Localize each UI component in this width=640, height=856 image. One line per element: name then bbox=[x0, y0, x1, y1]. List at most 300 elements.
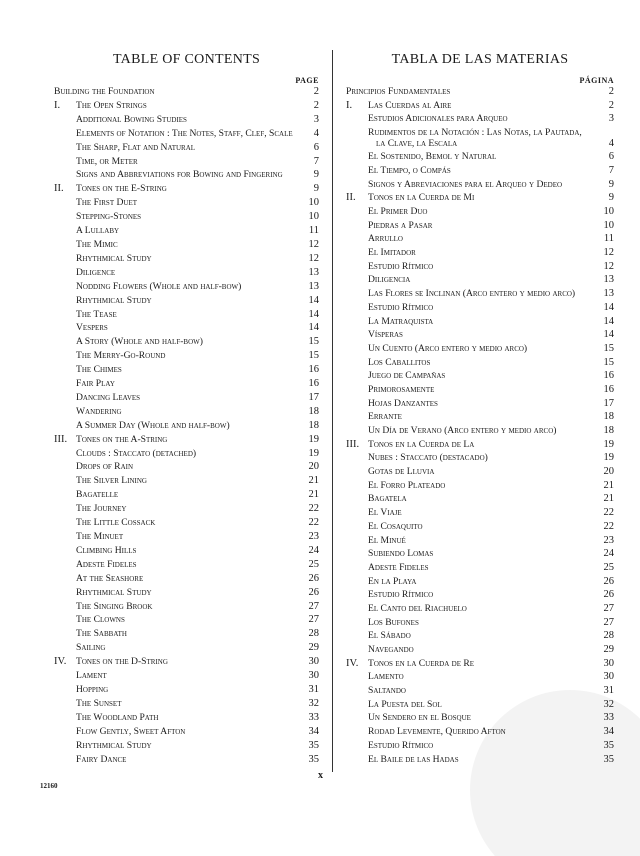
toc-entry bbox=[346, 317, 614, 328]
entry-title: The Journey bbox=[76, 503, 127, 515]
entry-title: Errante bbox=[368, 411, 402, 423]
toc-entry bbox=[346, 193, 614, 204]
toc-entry bbox=[54, 351, 319, 362]
entry-page: 10 bbox=[308, 197, 319, 209]
toc-entry bbox=[346, 128, 614, 149]
toc-entry bbox=[346, 275, 614, 286]
entry-title: Subiendo Lomas bbox=[368, 548, 434, 560]
entry-title: Diligence bbox=[76, 266, 116, 278]
toc-entry bbox=[346, 618, 614, 629]
entry-page: 3 bbox=[313, 113, 319, 125]
entry-page: 12 bbox=[308, 238, 319, 250]
entry-page: 2 bbox=[313, 86, 319, 97]
toc-entry bbox=[346, 248, 614, 259]
entry-title: Drops of Rain bbox=[76, 461, 134, 473]
toc-entry bbox=[346, 221, 614, 232]
entry-page: 3 bbox=[608, 113, 614, 125]
toc-entry bbox=[346, 207, 614, 218]
entry-page: 26 bbox=[308, 572, 319, 584]
entry-page: 23 bbox=[308, 531, 319, 542]
toc-entry bbox=[54, 602, 319, 613]
toc-entry bbox=[346, 645, 614, 656]
toc-entry bbox=[54, 365, 319, 376]
toc-entry bbox=[346, 672, 614, 683]
entry-page: 18 bbox=[603, 425, 614, 436]
toc-entry bbox=[54, 282, 319, 293]
entry-page: 25 bbox=[603, 561, 614, 573]
entry-page: 24 bbox=[603, 548, 614, 560]
entry-page: 28 bbox=[603, 630, 614, 642]
toc-entry bbox=[54, 379, 319, 390]
toc-entry bbox=[346, 494, 614, 505]
toc-entry bbox=[346, 344, 614, 355]
entry-title: Fair Play bbox=[76, 378, 115, 390]
entry-title: A Summer Day (Whole and half-bow) bbox=[76, 419, 230, 431]
toc-entry bbox=[346, 755, 614, 766]
spanish-column bbox=[346, 52, 614, 765]
entry-page: 15 bbox=[603, 342, 614, 354]
entry-title: El Tiempo, o Compás bbox=[368, 164, 451, 176]
toc-entry bbox=[346, 440, 614, 451]
toc-entry bbox=[54, 615, 319, 626]
entry-page: 13 bbox=[603, 288, 614, 300]
toc-entry bbox=[346, 412, 614, 423]
toc-entry bbox=[346, 101, 614, 112]
entry-page: 26 bbox=[603, 589, 614, 601]
entry-title: Nodding Flowers (Whole and half-bow) bbox=[76, 280, 242, 292]
entry-page: 28 bbox=[308, 628, 319, 640]
toc-entry bbox=[54, 226, 319, 237]
entry-title: Los Caballitos bbox=[368, 356, 431, 368]
entry-title: The Chimes bbox=[76, 364, 122, 376]
toc-entry bbox=[346, 590, 614, 601]
entry-title: Rodad Levemente, Querido Afton bbox=[368, 726, 506, 738]
entry-page: 7 bbox=[608, 164, 614, 176]
toc-entry bbox=[54, 532, 319, 543]
entry-page: 33 bbox=[308, 711, 319, 723]
entry-title: Building the Foundation bbox=[54, 86, 155, 97]
entry-page: 20 bbox=[603, 466, 614, 478]
entry-title: Climbing Hills bbox=[76, 544, 137, 556]
toc-entry bbox=[346, 631, 614, 642]
toc-entry bbox=[346, 358, 614, 369]
toc-entry bbox=[54, 240, 319, 251]
page-column-label-spanish: PÁGINA bbox=[579, 76, 614, 85]
toc-entry bbox=[54, 407, 319, 418]
toc-entry bbox=[54, 476, 319, 487]
entry-title: Hojas Danzantes bbox=[368, 397, 438, 409]
entry-title: La Puesta del Sol bbox=[368, 698, 442, 710]
entry-page: 10 bbox=[603, 219, 614, 231]
entry-page: 19 bbox=[603, 438, 614, 450]
toc-entry bbox=[54, 198, 319, 209]
entry-page: 2 bbox=[313, 99, 319, 111]
entry-page: 27 bbox=[603, 616, 614, 628]
entry-title: Juego de Campañas bbox=[368, 370, 446, 382]
entry-page: 21 bbox=[308, 489, 319, 501]
entry-number: IV. bbox=[54, 656, 67, 668]
entry-title: Tonos en la Cuerda de La bbox=[368, 438, 475, 450]
entry-page: 22 bbox=[308, 517, 319, 529]
toc-entry bbox=[54, 296, 319, 307]
toc-entry bbox=[54, 129, 319, 140]
toc-list bbox=[54, 87, 319, 765]
toc-entry bbox=[54, 629, 319, 640]
toc-entry bbox=[54, 254, 319, 265]
entry-title: El Minué bbox=[368, 534, 406, 546]
entry-page: 10 bbox=[308, 211, 319, 223]
toc-entry bbox=[54, 741, 319, 752]
entry-title: Lamento bbox=[368, 671, 404, 683]
toc-entry bbox=[54, 685, 319, 696]
entry-title: The Merry-Go-Round bbox=[76, 350, 166, 362]
toc-entry bbox=[346, 289, 614, 300]
entry-page: 18 bbox=[308, 405, 319, 417]
entry-title: Bagatelle bbox=[76, 489, 119, 501]
entry-page: 33 bbox=[603, 712, 614, 724]
entry-title: Diligencia bbox=[368, 274, 411, 286]
entry-title: Signs and Abbreviations for Bowing and Fingering bbox=[76, 169, 283, 181]
toc-entry bbox=[346, 114, 614, 125]
entry-page: 12 bbox=[603, 260, 614, 272]
entry-title: Elements of Notation : The Notes, Staff, Clef, Scale bbox=[76, 127, 293, 139]
toc-entry bbox=[54, 101, 319, 112]
entry-number: IV. bbox=[346, 657, 359, 669]
entry-title: El Primer Duo bbox=[368, 206, 428, 217]
toc-entry bbox=[346, 303, 614, 314]
entry-page: 9 bbox=[608, 192, 614, 204]
entry-page: 35 bbox=[308, 739, 319, 751]
entry-page: 6 bbox=[313, 141, 319, 153]
entry-title: Navegando bbox=[368, 644, 414, 655]
entry-title: Principios Fundamentales bbox=[346, 86, 451, 97]
entry-title: Rhythmical Study bbox=[76, 252, 152, 264]
toc-entry bbox=[54, 157, 319, 168]
toc-entry bbox=[346, 87, 614, 98]
entry-page: 9 bbox=[608, 178, 614, 190]
toc-entry bbox=[346, 385, 614, 396]
entry-title: El Viaje bbox=[368, 507, 402, 519]
entry-title: Sailing bbox=[76, 642, 106, 654]
toc-entry bbox=[54, 170, 319, 181]
entry-title: The Clowns bbox=[76, 614, 125, 626]
toc-entry bbox=[54, 671, 319, 682]
entry-page: 35 bbox=[603, 753, 614, 765]
entry-page: 27 bbox=[308, 614, 319, 626]
entry-page: 16 bbox=[308, 378, 319, 390]
entry-page: 27 bbox=[603, 602, 614, 614]
entry-page: 14 bbox=[603, 329, 614, 341]
toc-entry bbox=[346, 659, 614, 670]
toc-entry bbox=[346, 467, 614, 478]
toc-entry bbox=[346, 426, 614, 437]
entry-page: 30 bbox=[308, 670, 319, 682]
entry-title: Un Cuento (Arco entero y medio arco) bbox=[368, 342, 528, 354]
toc-entry bbox=[54, 310, 319, 321]
entry-page: 32 bbox=[308, 697, 319, 709]
entry-title: The Sharp, Flat and Natural bbox=[76, 141, 196, 153]
toc-entry bbox=[54, 518, 319, 529]
column-divider bbox=[332, 50, 333, 772]
entry-number: III. bbox=[346, 438, 360, 450]
entry-title: El Sábado bbox=[368, 630, 411, 642]
entry-title: Time, or Meter bbox=[76, 155, 138, 167]
entry-page: 30 bbox=[308, 656, 319, 668]
entry-page: 19 bbox=[308, 433, 319, 445]
toc-entry bbox=[346, 713, 614, 724]
entry-title: Un Día de Verano (Arco entero y medio arco) bbox=[368, 425, 557, 436]
entry-page: 23 bbox=[603, 534, 614, 546]
toc-title: TABLE OF CONTENTS bbox=[112, 52, 261, 67]
entry-title: Tonos en la Cuerda de Mi bbox=[368, 192, 475, 204]
entry-title: Bagatela bbox=[368, 493, 407, 505]
entry-title: Los Bufones bbox=[368, 616, 419, 628]
entry-page: 14 bbox=[603, 315, 614, 327]
toc-entry bbox=[54, 504, 319, 515]
toc-entry bbox=[346, 453, 614, 464]
entry-title: The Woodland Path bbox=[76, 711, 159, 723]
entry-page: 9 bbox=[313, 183, 319, 195]
entry-page: 22 bbox=[308, 503, 319, 515]
entry-title: Tonos en la Cuerda de Re bbox=[368, 657, 475, 669]
toc-entry bbox=[54, 560, 319, 571]
entry-title: El Sostenido, Bemol y Natural bbox=[368, 151, 497, 163]
entry-page: 14 bbox=[308, 294, 319, 306]
entry-number: I. bbox=[346, 99, 353, 111]
entry-title: En la Playa bbox=[368, 575, 417, 587]
entry-title: Estudio Rítmico bbox=[368, 589, 434, 601]
entry-page: 31 bbox=[308, 683, 319, 695]
entry-title: Las Flores se Inclinan (Arco entero y medio arco) bbox=[368, 288, 576, 300]
entry-title: Rhythmical Study bbox=[76, 739, 152, 751]
toc-entry bbox=[54, 490, 319, 501]
entry-page: 21 bbox=[603, 479, 614, 491]
toc-entry bbox=[346, 180, 614, 191]
english-column bbox=[54, 52, 319, 765]
toc-entry bbox=[54, 435, 319, 446]
entry-page: 13 bbox=[603, 274, 614, 286]
entry-page: 9 bbox=[313, 169, 319, 181]
toc-entry bbox=[54, 337, 319, 348]
toc-entry bbox=[346, 741, 614, 752]
entry-title: The Open Strings bbox=[76, 99, 147, 111]
toc-entry bbox=[54, 212, 319, 223]
toc-entry bbox=[346, 371, 614, 382]
entry-title: Estudios Adicionales para Arqueo bbox=[368, 113, 508, 125]
toc-list-spanish bbox=[346, 87, 614, 765]
toc-entry bbox=[346, 152, 614, 163]
entry-title: The Tease bbox=[76, 308, 117, 320]
entry-page: 14 bbox=[308, 308, 319, 320]
toc-entry bbox=[54, 657, 319, 668]
toc-entry bbox=[346, 549, 614, 560]
toc-entry bbox=[346, 577, 614, 588]
entry-title: Estudio Rítmico bbox=[368, 260, 434, 272]
entry-title: Vespers bbox=[76, 322, 108, 334]
entry-title: El Forro Plateado bbox=[368, 479, 446, 491]
entry-page: 11 bbox=[308, 225, 319, 237]
toc-entry bbox=[54, 546, 319, 557]
entry-page: 32 bbox=[603, 698, 614, 710]
entry-page: 25 bbox=[308, 558, 319, 570]
entry-page: 11 bbox=[603, 233, 614, 245]
entry-page: 29 bbox=[603, 644, 614, 655]
entry-title: Adeste Fideles bbox=[76, 558, 137, 570]
toc-entry bbox=[346, 686, 614, 697]
entry-page: 21 bbox=[308, 475, 319, 487]
toc-entry bbox=[54, 462, 319, 473]
toc-entry bbox=[346, 727, 614, 738]
entry-page: 16 bbox=[603, 383, 614, 395]
entry-page: 2 bbox=[608, 99, 614, 111]
entry-page: 17 bbox=[603, 397, 614, 409]
entry-page: 30 bbox=[603, 671, 614, 683]
entry-page: 26 bbox=[603, 575, 614, 587]
entry-title: El Imitador bbox=[368, 247, 416, 259]
toc-entry bbox=[346, 563, 614, 574]
entry-page: 6 bbox=[608, 151, 614, 163]
page-number: x bbox=[318, 770, 323, 781]
entry-page: 20 bbox=[308, 461, 319, 473]
entry-page: 15 bbox=[308, 350, 319, 362]
entry-title: Estudio Rítmico bbox=[368, 301, 434, 313]
toc-entry bbox=[54, 87, 319, 98]
entry-title: The Singing Brook bbox=[76, 600, 153, 612]
entry-page: 29 bbox=[308, 642, 319, 654]
entry-number: II. bbox=[54, 183, 64, 195]
entry-title: Stepping-Stones bbox=[76, 211, 142, 223]
entry-title: La Matraquista bbox=[368, 315, 434, 327]
entry-title: Signos y Abreviaciones para el Arqueo y Dedeo bbox=[368, 178, 563, 190]
toc-entry bbox=[346, 700, 614, 711]
toc-entry bbox=[346, 166, 614, 177]
entry-page: 2 bbox=[608, 86, 614, 97]
entry-title: The Mimic bbox=[76, 238, 118, 250]
entry-page: 12 bbox=[603, 247, 614, 259]
entry-page: 7 bbox=[313, 155, 319, 167]
toc-entry bbox=[346, 508, 614, 519]
entry-page: 15 bbox=[603, 356, 614, 368]
entry-title: El Cosaquito bbox=[368, 520, 423, 532]
entry-title: The Sunset bbox=[76, 697, 122, 709]
entry-title: Tones on the E-String bbox=[76, 183, 167, 195]
entry-title: Saltando bbox=[368, 685, 406, 697]
entry-title: Primorosamente bbox=[368, 383, 435, 395]
catalog-number: 12160 bbox=[40, 782, 58, 790]
toc-title-spanish: TABLA DE LAS MATERIAS bbox=[391, 52, 569, 67]
toc-entry bbox=[54, 574, 319, 585]
entry-page: 19 bbox=[603, 452, 614, 464]
entry-page: 4 bbox=[608, 137, 614, 149]
entry-title: Vísperas bbox=[368, 329, 403, 341]
entry-page: 17 bbox=[308, 391, 319, 403]
entry-page: 34 bbox=[308, 725, 319, 737]
toc-entry bbox=[54, 727, 319, 738]
entry-page: 14 bbox=[603, 301, 614, 313]
entry-page: 30 bbox=[603, 657, 614, 669]
entry-title: Nubes : Staccato (destacado) bbox=[368, 452, 488, 464]
entry-page: 35 bbox=[603, 739, 614, 751]
entry-title: Flow Gently, Sweet Afton bbox=[76, 725, 186, 737]
entry-title: Rhythmical Study bbox=[76, 586, 152, 598]
entry-page: 21 bbox=[603, 493, 614, 505]
toc-entry bbox=[346, 399, 614, 410]
toc-entry bbox=[54, 755, 319, 766]
entry-title: Clouds : Staccato (detached) bbox=[76, 447, 197, 459]
toc-entry bbox=[346, 234, 614, 245]
toc-entry bbox=[54, 699, 319, 710]
entry-title: Las Cuerdas al Aire bbox=[368, 99, 452, 111]
entry-number: III. bbox=[54, 433, 68, 445]
entry-page: 18 bbox=[308, 419, 319, 431]
entry-page: 22 bbox=[603, 520, 614, 532]
toc-entry bbox=[54, 449, 319, 460]
entry-title: At the Seashore bbox=[76, 572, 144, 584]
entry-page: 13 bbox=[308, 280, 319, 292]
toc-entry bbox=[54, 713, 319, 724]
entry-title: Gotas de Lluvia bbox=[368, 466, 435, 478]
entry-title: Un Sendero en el Bosque bbox=[368, 712, 471, 724]
toc-entry bbox=[54, 143, 319, 154]
toc-entry bbox=[346, 262, 614, 273]
entry-title: El Baile de las Hadas bbox=[368, 753, 459, 765]
toc-entry bbox=[54, 323, 319, 334]
entry-title: The Silver Lining bbox=[76, 475, 147, 487]
page-column-label: PAGE bbox=[295, 76, 319, 85]
entry-title: Additional Bowing Studies bbox=[76, 113, 187, 125]
entry-page: 13 bbox=[308, 266, 319, 278]
entry-page: 26 bbox=[308, 586, 319, 598]
toc-entry bbox=[54, 115, 319, 126]
entry-number: II. bbox=[346, 192, 356, 204]
entry-title: Rhythmical Study bbox=[76, 294, 152, 306]
entry-title: Fairy Dance bbox=[76, 753, 127, 765]
entry-page: 12 bbox=[308, 252, 319, 264]
entry-title: A Lullaby bbox=[76, 225, 120, 237]
entry-title: A Story (Whole and half-bow) bbox=[76, 336, 203, 348]
entry-title: Wandering bbox=[76, 405, 122, 417]
entry-page: 16 bbox=[603, 370, 614, 382]
entry-page: 35 bbox=[308, 753, 319, 765]
entry-title: Adeste Fideles bbox=[368, 561, 429, 573]
entry-title: Piedras a Pasar bbox=[368, 219, 433, 231]
entry-page: 22 bbox=[603, 507, 614, 519]
entry-title: Estudio Rítmico bbox=[368, 739, 434, 751]
toc-entry bbox=[346, 536, 614, 547]
entry-title: The Little Cossack bbox=[76, 517, 156, 529]
entry-title: Rudimentos de la Notación : Las Notas, la Pautada, la Clave, la Escala bbox=[368, 127, 582, 149]
entry-page: 18 bbox=[603, 411, 614, 423]
entry-title: The First Duet bbox=[76, 197, 138, 209]
entry-page: 16 bbox=[308, 364, 319, 376]
entry-page: 10 bbox=[603, 206, 614, 217]
entry-title: Hopping bbox=[76, 683, 109, 695]
toc-entry bbox=[346, 604, 614, 615]
entry-title: The Minuet bbox=[76, 531, 124, 542]
entry-page: 15 bbox=[308, 336, 319, 348]
entry-number: I. bbox=[54, 99, 61, 111]
entry-title: Tones on the A-String bbox=[76, 433, 168, 445]
toc-entry bbox=[54, 421, 319, 432]
entry-page: 4 bbox=[313, 127, 319, 139]
toc-entry bbox=[54, 588, 319, 599]
entry-title: Dancing Leaves bbox=[76, 391, 141, 403]
entry-page: 34 bbox=[603, 726, 614, 738]
toc-entry bbox=[54, 643, 319, 654]
toc-entry bbox=[54, 268, 319, 279]
toc-entry bbox=[346, 522, 614, 533]
entry-title: Arrullo bbox=[368, 233, 403, 245]
